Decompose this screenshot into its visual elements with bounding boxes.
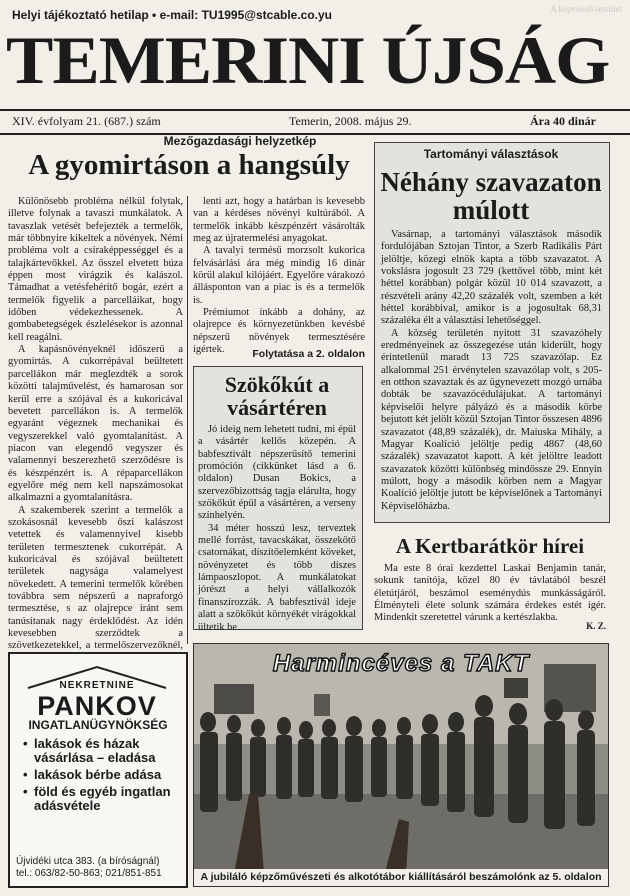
issue-date: Temerin, 2008. május 29. xyxy=(289,114,412,128)
masthead-title: TEMERINI ÚJSÁG xyxy=(6,23,610,99)
article1-paragraph: A tavalyi termésű morzsolt kukorica felvásárlási ára még mindig 16 dinár körül alakul kilójáért. Egyelőre várakozó állásponton van a piac is és a termelők is. xyxy=(193,245,365,306)
pankov-service-item: • lakások bérbe adása xyxy=(34,768,188,782)
pankov-logo xyxy=(18,664,176,721)
article3-body xyxy=(381,229,602,517)
pankov-service-item: • föld és egyéb ingatlan adásvétele xyxy=(34,785,188,813)
takt-photo xyxy=(193,643,609,887)
article1-kicker: Mezőgazdasági helyzetkép xyxy=(163,134,317,148)
article4-body xyxy=(374,563,606,625)
article1-paragraph: Különösebb probléma nélkül folytak, illetve folynak a tavaszi munkálatok. A tavaszlak vetését befejezték a termelők, már többnyire kikeltek a növények. Némi probléma volt a csíraképpességgel és a talajkártevőkkel. Az ősszel elvetett búza éppen most virágzik és kalászol. Támadhat a vetésfehérítő bogár, ezért a termelők figyelik a parcelláikat, hogy időben védekezhessenek. A gombabetegségek észlelésekor is azonnal kell reagálni. xyxy=(8,196,183,343)
photo-caption: A jubiláló képzőművészeti és alkotótábor kiállításáról beszámolónk az 5. oldalon xyxy=(194,869,608,886)
article3-paragraph: A község területén nyitott 31 szavazóhely eredményeinek az összegezése után kiderült, hogy érintetlenül maradt 13 725 szavazólap. Ez alkalommal 251 érvénytelen szavazólap volt, s 205-en otthon szavaztak és az ügynevezett mozgó urnába dobták be szavazócédulájukat. A tartományi képviselői helyre pályázó és a második körbe bejutott két jelölt közül Sztojan Tintor összesen 4896 szavazatot (48,89 százalék), dr. Maiuska Mihály, a Magyar Koalíció jelöltje pedig 4867 (48,60 százalék) szavazatot kapott. A két jelöltre leadott szavazatok közötti különbség mindössze 29. Ennyin múlott, hogy a második körben nem a Magyar Koalíció jelöltje jutott be képviselőnek a Tartományi Képviselőházba. xyxy=(381,327,602,512)
pankov-phone: tel.: 063/82-50-863; 021/851-851 xyxy=(16,868,162,879)
article4-paragraph: Ma este 8 órai kezdettel Laskai Benjamin tanár, sokunk tanítója, közel 80 év távlatából beszél életútjáról, beszámol eseménydús munkásságáról. Élményteli élete solunk számára érdekes estét ígér. Mindenkit szeretettel várunk a kertészlakba. xyxy=(374,563,606,624)
article2-paragraph: Jó ideig nem lehetett tudni, mi épül a vásártér kellős közepén. A babfesztivált népszerűsítő temerini promóción (cikkünket lásd a 6. oldalon) Dusan Bokics, a szervezőbizottság tagja elárulta, hogy szökőkút épül a vásártéren, a verseny színhelyén. xyxy=(198,424,356,522)
pankov-brand: PANKOV xyxy=(37,691,157,721)
column-rule xyxy=(187,196,188,644)
issue-info-line xyxy=(0,109,630,135)
ghost-line: A képviselő-testület xyxy=(550,4,622,14)
article2-paragraph: 34 méter hosszú lesz, terveztek mellé forrást, tavacskákat, összekötő csatornákat, díszítőelemként köveket, növényzetet és több díszes lámpaoszlopot. A munkálatokat jórészt a helyi vállalkozók finanszírozzák. A babfesztivál ideje alatt a szökőkút környékét virágokkal ültetik be. xyxy=(198,522,356,633)
issue-price: Ára 40 dinár xyxy=(530,114,596,128)
article3-headline: Néhány szavazaton múlott xyxy=(380,167,602,226)
photo-headline: Harmincéves a TAKT xyxy=(272,650,530,677)
article1-headline: A gyomirtáson a hangsúly xyxy=(28,149,350,181)
masthead-tagline: Helyi tájékoztató hetilap • e-mail: TU1995@stcable.co.yu xyxy=(12,8,333,22)
pankov-subtitle: INGATLANÜGYNÖKSÉG xyxy=(28,718,168,732)
article2-body xyxy=(198,424,356,633)
article1-paragraph: A kapásnövényeknél időszerű a gyomirtás. A cukorrépával beültetett parcellákon már meglezdték a sorok közötti talajművelést, és hamarosan sor kerül erre a szójával és a kukoricával bevetett parcellákon is. A termelők egyaránt végeznek mechanikai és vegyszerekkel való gyomtalanítást. A piacon van elegendő vegyszer és valamennyi beszerezhető szerződésre is és készpénzért is. A répaparcellákon egyelőre még nem kell napszámosokat alkalmazni a gyomtalanításra. xyxy=(8,344,183,504)
article3-kicker: Tartományi választások xyxy=(423,147,559,161)
article1-paragraph: A szakemberek szerint a termelők a szokásosnál kevesebb őszi kalászost vetettek és valamennyivel kisebb területen termesztenek cukorrépát. A kukoricával és szójával beültetett területek nagysága valamelyest növekedett. A temerini termelők körében továbbra sem népszerű a napraforgó termesztése, s az olajrepce iránt sem tanúsítanak nagy érdeklődést. Az idén kevesebben szerződtek a szövetkezetekkel, a termelőszervezőknél, xyxy=(8,504,183,652)
article4-headline: A Kertbarátkör hírei xyxy=(395,534,585,558)
pankov-eyebrow: NEKRETNINE xyxy=(59,680,135,691)
article1-paragraph: Prémiumot inkább a dohány, az olajrepce és környezetünkben kevésbé népszerű növények termesztésére ígértek. xyxy=(193,307,365,356)
pankov-ad xyxy=(8,652,188,888)
pankov-address: Újvidéki utca 383. (a bíróságnál) xyxy=(16,856,160,867)
article2-headline: Szökőkút a vásártéren xyxy=(224,372,330,421)
exhibition-photo-illustration xyxy=(194,644,608,886)
pankov-services xyxy=(20,734,188,813)
article1-paragraph: lenti azt, hogy a határban is kevesebb van a kérdéses növényi kultúrából. A termelők inkább készpénzért vásárolták meg az újratermelési anyagokat. xyxy=(193,196,365,245)
article1-column1 xyxy=(8,196,183,652)
article1-continued: Folytatása a 2. oldalon xyxy=(252,348,365,360)
article4-signature: K. Z. xyxy=(586,621,606,631)
issue-number: XIV. évfolyam 21. (687.) szám xyxy=(12,114,161,128)
pankov-service-item: • lakások és házak vásárlása – eladása xyxy=(34,737,188,765)
article3-paragraph: Vasárnap, a tartományi választások második fordulójában Sztojan Tintor, a Szerb Radikális Párt jelöltje, közegi elnök kapta a több szavazatot. A vokslásra jogosult 23 729 (kettővel több, mint két héttel korábban) polgár közül 10 014 szavazott, a részvételi arány 42,20 százalék volt, szemben a két héttel korábbival, amikor is a jogosultak 68,31 százaléka élt a választási lehetőséggel. xyxy=(381,229,602,327)
